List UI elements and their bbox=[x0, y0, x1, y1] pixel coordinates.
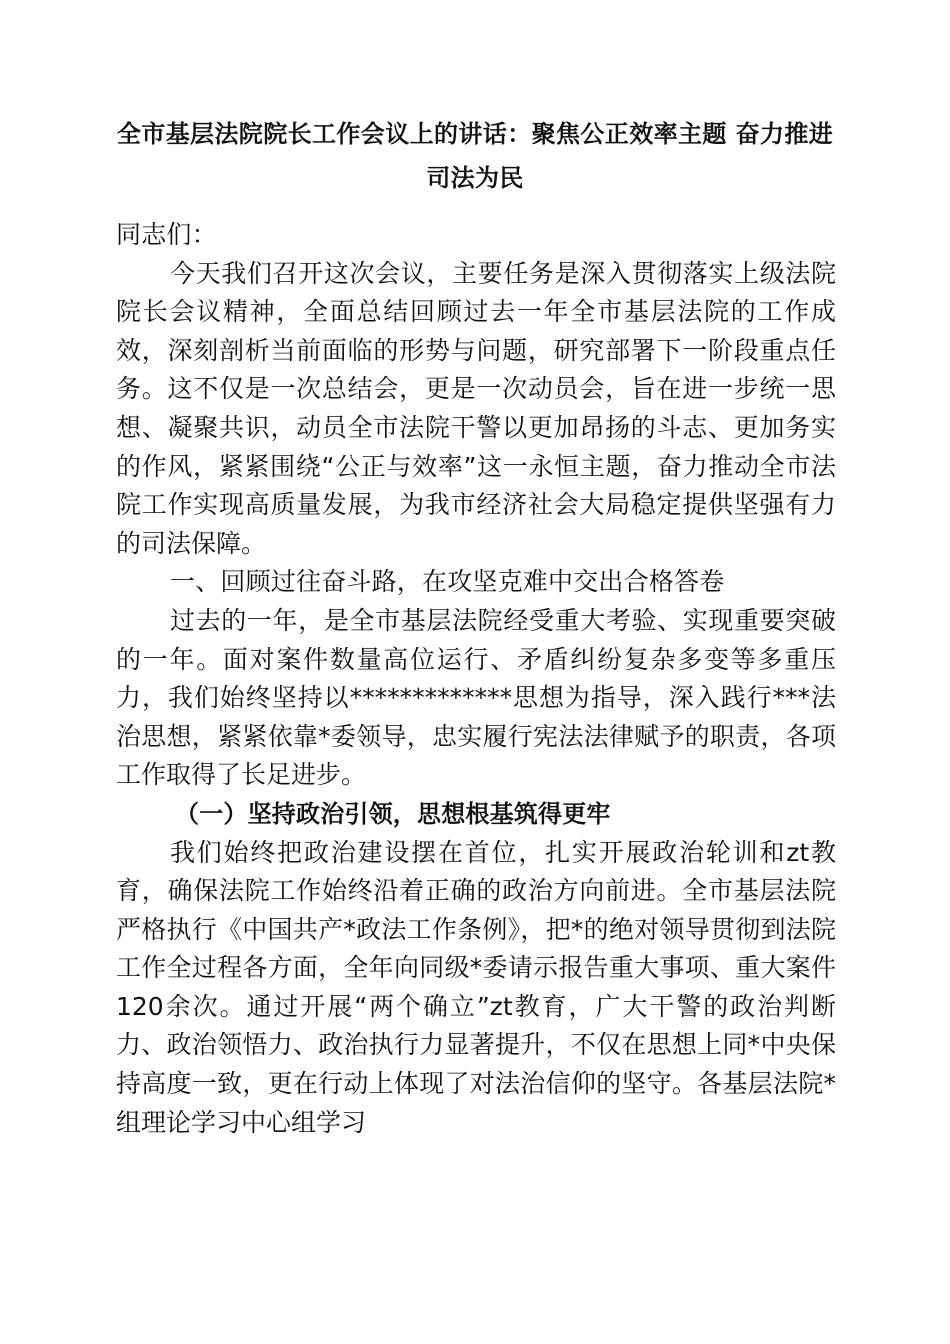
opening-paragraph: 今天我们召开这次会议，主要任务是深入贯彻落实上级法院院长会议精神，全面总结回顾过去一年全市基层法院的工作成效，深刻剖析当前面临的形势与问题，研究部署下一阶段重点任务。这不仅是一次总结会，更是一次动员会，旨在进一步统一思想、凝聚共识，动员全市法院干警以更加昂扬的斗志、更加务实的作风，紧紧围绕“公正与效率”这一永恒主题，奋力推动全市法院工作实现高质量发展，为我市经济社会大局稳定提供坚强有力的司法保障。 bbox=[116, 258, 836, 558]
subsection-heading: （一）坚持政治引领，思想根基筑得更牢 bbox=[175, 799, 611, 828]
document-body bbox=[116, 216, 836, 1142]
salutation: 同志们： bbox=[116, 220, 217, 249]
section-heading: 一、回顾过往奋斗路，在攻坚克难中交出合格答卷 bbox=[170, 567, 725, 597]
political-paragraph: 我们始终把政治建设摆在首位，扎实开展政治轮训和zt教育，确保法院工作始终沿着正确的政治方向前进。全市基层法院严格执行《中国共产*政法工作条例》，把*的绝对领导贯彻到法院工作全过程各方面，全年向同级*委请示报告重大事项、重大案件120余次。通过开展“两个确立”zt教育，广大干警的政治判断力、政治领悟力、政治执行力显著提升，不仅在思想上同*中央保持高度一致，更在行动上体现了对法治信仰的坚守。各基层法院*组理论学习中心组学习 bbox=[116, 837, 836, 1137]
document-title: 全市基层法院院长工作会议上的讲话：聚焦公正效率主题 奋力推进司法为民 bbox=[116, 120, 834, 192]
review-paragraph: 过去的一年，是全市基层法院经受重大考验、实现重要突破的一年。面对案件数量高位运行、矛盾纠纷复杂多变等多重压力，我们始终坚持以*************思想为指导，深入践行***法治思想，紧紧依靠*委领导，忠实履行宪法法律赋予的职责，各项工作取得了长足进步。 bbox=[116, 605, 836, 790]
